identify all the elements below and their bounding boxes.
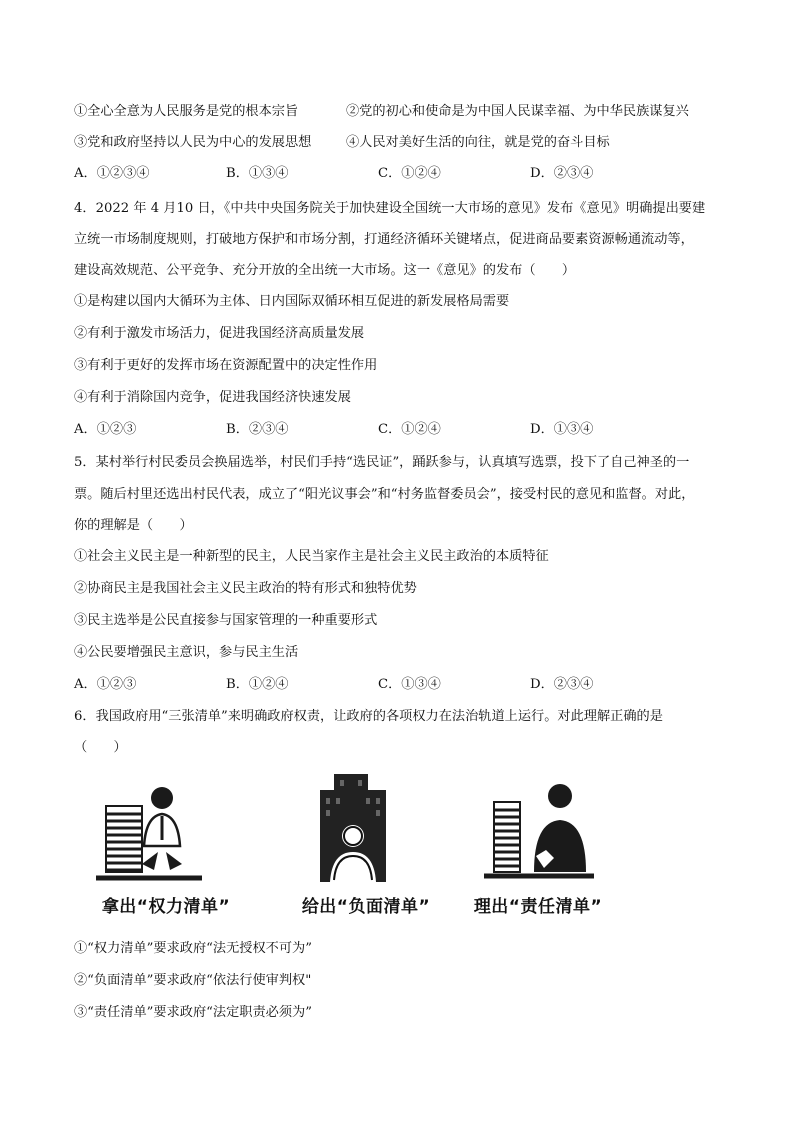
q3-option-a: A．①②③④ bbox=[74, 166, 150, 181]
q6-item-1: ①“权力清单”要求政府“法无授权不可为” bbox=[74, 941, 312, 956]
q6-item-2: ②“负面清单”要求政府“依法行使审判权" bbox=[74, 973, 312, 988]
three-lists-figure bbox=[82, 766, 622, 926]
power-list-panel bbox=[82, 766, 250, 926]
q3-item-3: ③党和政府坚持以人民为中心的发展思想 bbox=[74, 135, 312, 150]
q5-option-a: A．①②③ bbox=[74, 677, 137, 692]
q5-option-b: B．①②④ bbox=[226, 677, 289, 692]
q5-item-3: ③民主选举是公民直接参与国家管理的一种重要形式 bbox=[74, 613, 378, 628]
q3-option-c: C．①②④ bbox=[378, 166, 441, 181]
q5-option-c: C．①③④ bbox=[378, 677, 441, 692]
q6-stem-line-1: 6．我国政府用“三张清单”来明确政府权责，让政府的各项权力在法治轨道上运行。对此理解正确的是 bbox=[74, 709, 663, 724]
q3-option-b: B．①③④ bbox=[226, 166, 289, 181]
q4-item-2: ②有利于激发市场活力，促进我国经济高质量发展 bbox=[74, 326, 365, 341]
q3-item-4: ④人民对美好生活的向往，就是党的奋斗目标 bbox=[346, 135, 610, 150]
q3-item-1: ①全心全意为人民服务是党的根本宗旨 bbox=[74, 104, 299, 119]
q6-item-3: ③“责任清单”要求政府“法定职责必须为” bbox=[74, 1005, 312, 1020]
q6-stem-line-2: （ ） bbox=[74, 740, 127, 755]
q4-item-4: ④有利于消除国内竞争，促进我国经济快速发展 bbox=[74, 390, 351, 405]
q4-item-1: ①是构建以国内大循环为主体、日内国际双循环相互促进的新发展格局需要 bbox=[74, 294, 510, 309]
q4-option-c: C．①②④ bbox=[378, 422, 441, 437]
q5-option-d: D．②③④ bbox=[530, 677, 594, 692]
official-with-checklist-icon bbox=[454, 766, 622, 890]
responsibility-list-caption: 理出“责任清单” bbox=[473, 897, 603, 917]
responsibility-list-panel bbox=[454, 766, 622, 926]
q4-option-b: B．②③④ bbox=[226, 422, 289, 437]
q5-item-2: ②协商民主是我国社会主义民主政治的特有形式和独特优势 bbox=[74, 581, 417, 596]
q5-stem-line-3: 你的理解是（ ） bbox=[74, 518, 193, 533]
q5-stem-line-2: 票。随后村里还选出村民代表，成立了“阳光议事会”和“村务监督委员会”，接受村民的意见和监督。对此， bbox=[74, 487, 695, 502]
negative-list-panel bbox=[282, 766, 450, 926]
official-with-documents-icon bbox=[82, 766, 250, 890]
power-list-caption: 拿出“权力清单” bbox=[101, 897, 231, 917]
q4-stem-line-1: 4．2022 年 4 月10 日，《中共中央国务院关于加快建设全国统一大市场的意见》发布《意见》明确提出要建 bbox=[74, 201, 706, 216]
q4-stem-line-3: 建设高效规范、公平竞争、充分开放的全出统一大市场。这一《意见》的发布（ ） bbox=[74, 263, 576, 278]
q3-option-d: D．②③④ bbox=[530, 166, 594, 181]
q4-option-a: A．①②③ bbox=[74, 422, 137, 437]
q4-stem-line-2: 立统一市场制度规则，打破地方保护和市场分割，打通经济循环关键堵点，促进商品要素资源畅通流动等， bbox=[74, 232, 694, 247]
q4-option-d: D．①③④ bbox=[530, 422, 594, 437]
q5-stem-line-1: 5．某村举行村民委员会换届选举，村民们手持“选民证”，踊跃参与，认真填写选票，投下了自己神圣的一 bbox=[74, 455, 690, 470]
building-with-person-icon bbox=[282, 766, 450, 890]
negative-list-caption: 给出“负面清单” bbox=[301, 897, 431, 917]
q3-item-2: ②党的初心和使命是为中国人民谋幸福、为中华民族谋复兴 bbox=[346, 104, 689, 119]
q4-item-3: ③有利于更好的发挥市场在资源配置中的决定性作用 bbox=[74, 358, 378, 373]
q5-item-4: ④公民要增强民主意识，参与民主生活 bbox=[74, 645, 299, 660]
q5-item-1: ①社会主义民主是一种新型的民主，人民当家作主是社会主义民主政治的本质特征 bbox=[74, 549, 549, 564]
